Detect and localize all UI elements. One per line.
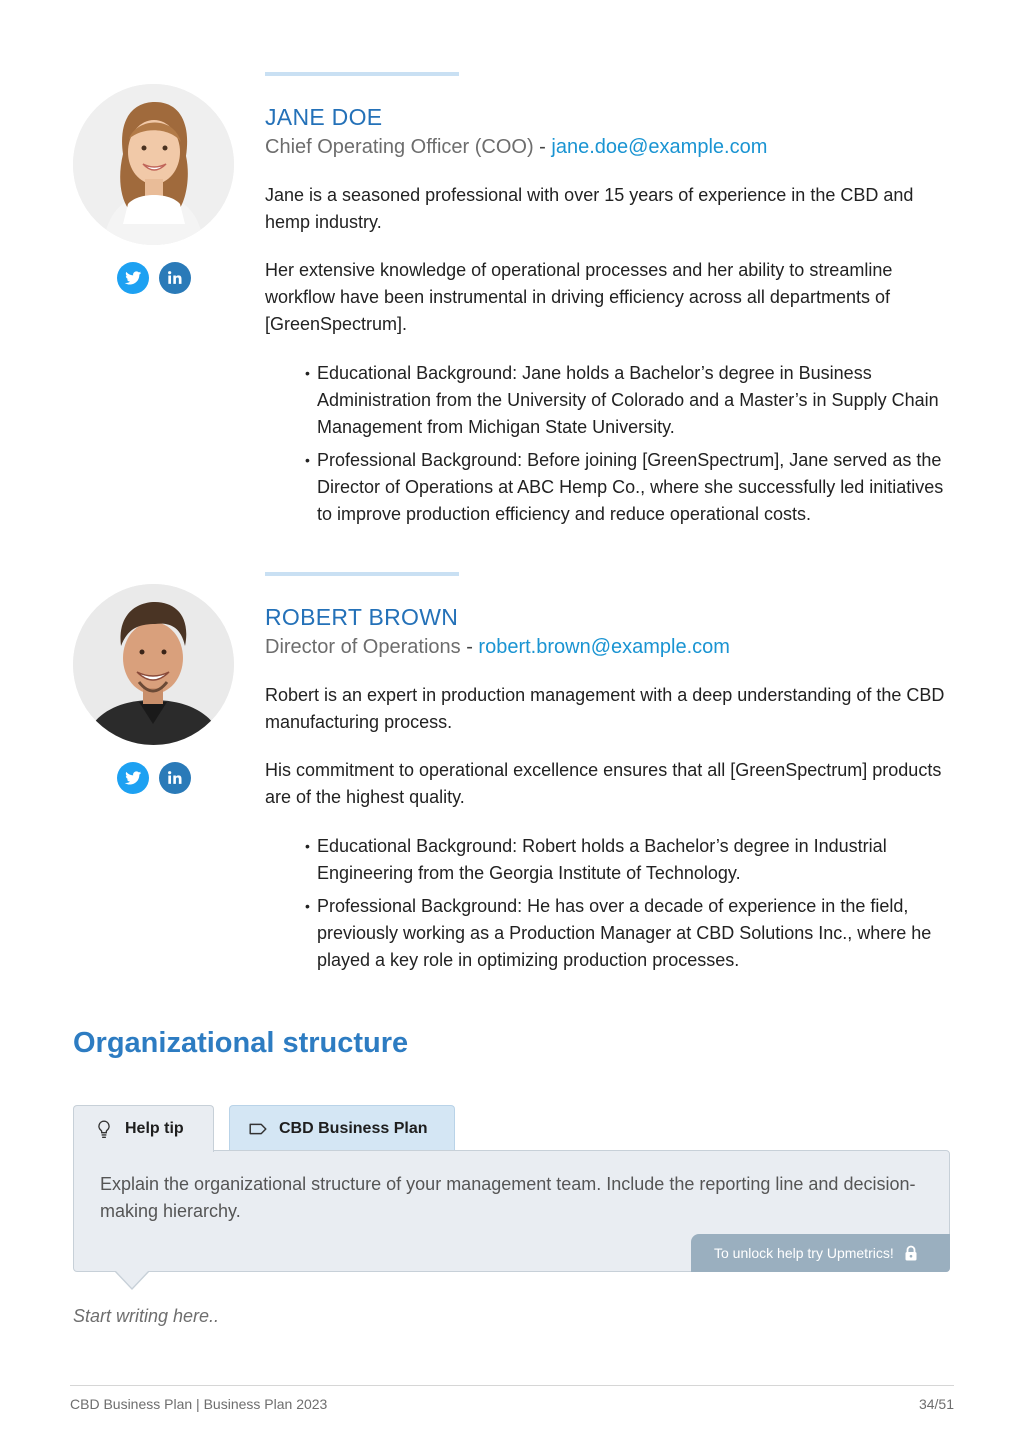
list-item: • Educational Background: Jane holds a Bachelor’s degree in Business Administration from the University of Colorado and a Master’s in Supply Chain Management from Michigan State University. (305, 360, 955, 441)
unlock-upmetrics-button[interactable] (691, 1234, 950, 1272)
role-separator: - (533, 136, 552, 158)
bio-paragraph: His commitment to operational excellence ensures that all [GreenSpectrum] products are of the highest quality. (265, 760, 942, 807)
tag-icon (247, 1118, 269, 1140)
profile-photo (73, 84, 234, 245)
accent-divider (265, 72, 459, 76)
member-role: Chief Operating Officer (COO) (265, 136, 534, 158)
lightbulb-icon (93, 1118, 115, 1140)
tab-label: Help tip (125, 1120, 184, 1137)
member-role: Director of Operations (265, 636, 461, 658)
bio-paragraph: Robert is an expert in production management with a deep understanding of the CBD manufacturing process. (265, 685, 945, 732)
member-name: JANE DOE (265, 104, 383, 130)
footer-divider (70, 1385, 954, 1386)
bio-paragraph: Her extensive knowledge of operational processes and her ability to streamline workflow have been instrumental in driving efficiency across all departments of [GreenSpectrum]. (265, 260, 893, 334)
editor-placeholder[interactable]: Start writing here.. (73, 1306, 220, 1326)
twitter-icon[interactable] (117, 762, 149, 794)
member-role-line (265, 133, 955, 161)
list-item: • Professional Background: He has over a decade of experience in the field, previously working as a Production Manager at CBD Solutions Inc., where he played a key role in optimizing production processes. (305, 893, 955, 974)
tip-pointer-fill (115, 1270, 149, 1288)
bio-bullets (265, 360, 955, 528)
bio-section (265, 572, 955, 980)
list-item: • Educational Background: Robert holds a Bachelor’s degree in Industrial Engineering from the Georgia Institute of Technology. (305, 833, 955, 887)
bio-section (265, 72, 955, 534)
tab-help-tip[interactable] (73, 1105, 214, 1152)
accent-divider (265, 572, 459, 576)
unlock-label: To unlock help try Upmetrics! (714, 1245, 894, 1261)
section-title: Organizational structure (73, 1027, 409, 1059)
lock-icon (904, 1245, 918, 1261)
footer-document-title: CBD Business Plan | Business Plan 2023 (70, 1396, 328, 1412)
tab-label: CBD Business Plan (279, 1119, 428, 1137)
profile-photo (73, 584, 234, 745)
tab-business-plan[interactable] (229, 1105, 455, 1151)
woman-portrait-icon (73, 84, 234, 245)
bio-bullets (265, 833, 955, 974)
member-email-link[interactable]: robert.brown@example.com (478, 636, 730, 658)
twitter-icon[interactable] (117, 262, 149, 294)
help-tip-panel (73, 1150, 950, 1272)
member-name: ROBERT BROWN (265, 604, 459, 630)
social-links (117, 262, 191, 294)
bio-paragraph: Jane is a seasoned professional with over 15 years of experience in the CBD and hemp industry. (265, 185, 914, 232)
man-portrait-icon (73, 584, 234, 745)
social-links (117, 762, 191, 794)
help-tabs (73, 1105, 455, 1152)
footer-page-number: 34/51 (918, 1396, 954, 1412)
member-role-line (265, 633, 955, 661)
linkedin-icon[interactable] (159, 262, 191, 294)
role-separator: - (460, 636, 479, 658)
member-email-link[interactable]: jane.doe@example.com (551, 136, 768, 158)
list-item: • Professional Background: Before joining [GreenSpectrum], Jane served as the Director of Operations at ABC Hemp Co., where she successfully led initiatives to improve production efficiency and reduce operational costs. (305, 447, 955, 528)
help-tip-text: Explain the organizational structure of your management team. Include the reporting line and decision-making hierarchy. (100, 1174, 916, 1221)
linkedin-icon[interactable] (159, 762, 191, 794)
